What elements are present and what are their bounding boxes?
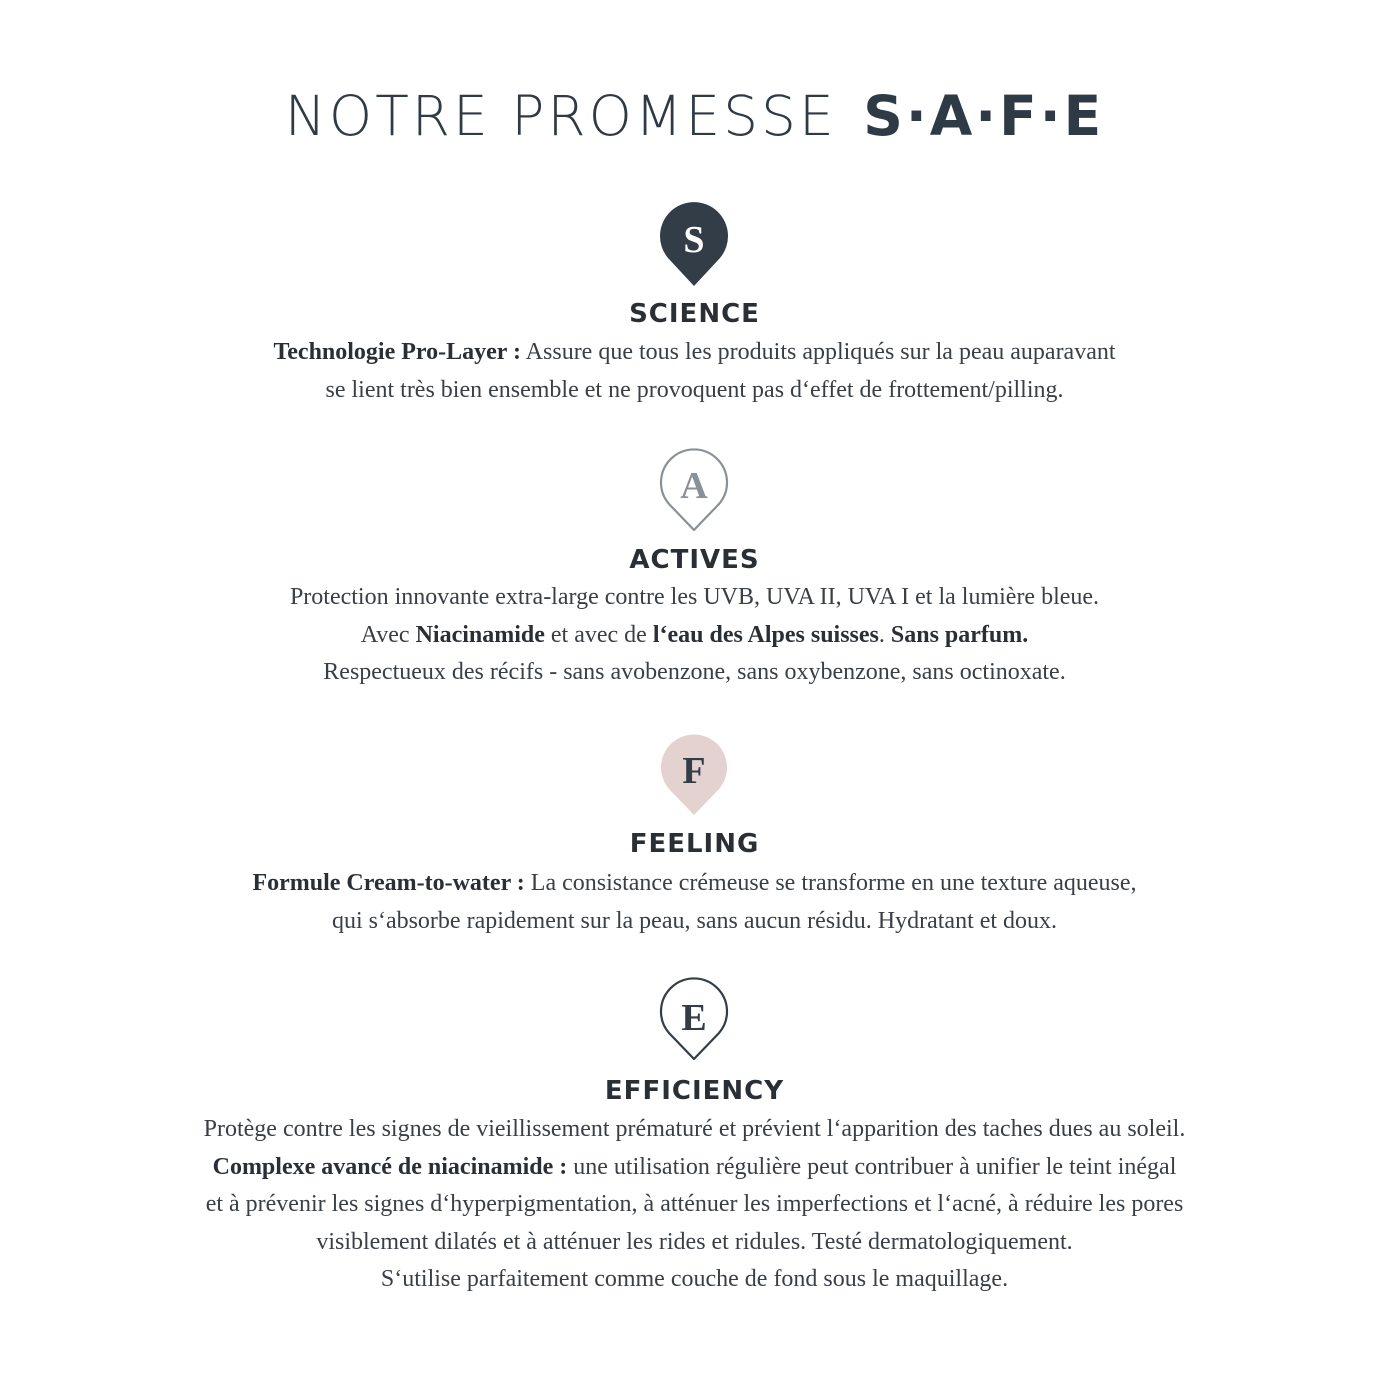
efficiency-line-2-text: une utilisation régulière peut contribuer à unifier le teint inégal [567,1153,1177,1180]
feeling-line-2: qui s‘absorbe rapidement sur la peau, sans aucun résidu. Hydratant et doux. [331,907,1058,934]
actives-fragrance-free: Sans parfum. [890,621,1029,648]
feeling-description [0,865,1389,940]
efficiency-pin-letter: E [681,997,707,1039]
science-description [0,334,1389,409]
actives-line-2-e: . [878,621,891,648]
efficiency-line-1: Protège contre les signes de vieillissement prématuré et prévient l‘apparition des taches dues au soleil. [203,1116,1186,1142]
page-title [0,78,1389,154]
efficiency-line-3: et à prévenir les signes d‘hyperpigmentation, à atténuer les imperfections et l‘acné, à réduire les pores [205,1191,1184,1217]
science-line-2: se lient très bien ensemble et ne provoquent pas d‘effet de frottement/pilling. [325,376,1064,403]
feeling-line-1-text: La consistance crémeuse se transforme en une texture aqueuse, [524,870,1137,896]
page-title-safe: S·A·F·E [863,84,1105,148]
efficiency-line-5: S‘utilise parfaitement comme couche de fond sous le maquillage. [380,1266,1009,1292]
efficiency-heading: EFFICIENCY [604,1076,785,1106]
efficiency-line-2 [0,1149,1389,1187]
actives-alpine-water: l‘eau des Alpes suisses [652,621,879,648]
science-line-1-text: Assure que tous les produits appliqués sur la peau auparavant [521,339,1116,365]
efficiency-pin-svg [654,975,734,1065]
map-pin-filled-pink-icon [654,731,734,821]
science-pin-svg [654,200,734,290]
feeling-line-1 [0,865,1389,903]
actives-heading: ACTIVES [629,545,760,575]
science-line-1 [0,334,1389,372]
efficiency-description [0,1111,1389,1299]
efficiency-line-2-bold: Complexe avancé de niacinamide : [212,1153,568,1180]
efficiency-line-4: visiblement dilatés et à atténuer les rides et ridules. Testé dermatologiquement. [316,1228,1073,1255]
page-title-prefix: NOTRE PROMESSE [284,84,837,148]
feeling-pin-svg [654,731,734,821]
actives-pin-svg [654,446,734,536]
science-line-1-bold: Technologie Pro-Layer : [273,339,521,365]
actives-line-1: Protection innovante extra-large contre les UVB, UVA II, UVA I et la lumière bleue. [289,584,1100,610]
science-pin-letter: S [683,219,705,261]
actives-niacinamide: Niacinamide [415,621,545,648]
actives-line-2-c: et avec de [544,621,653,648]
feeling-heading: FEELING [629,829,760,859]
actives-line-2 [0,617,1389,655]
actives-line-2-a: Avec [360,621,416,648]
feeling-pin-letter: F [682,750,706,792]
actives-pin-letter: A [680,465,708,507]
actives-description [0,579,1389,692]
actives-line-3: Respectueux des récifs - sans avobenzone, sans oxybenzone, sans octinoxate. [323,659,1066,685]
map-pin-filled-dark-icon [654,200,734,290]
map-pin-outline-grey-icon [654,446,734,536]
map-pin-outline-dark-icon [654,975,734,1065]
feeling-line-1-bold: Formule Cream-to-water : [252,870,525,896]
science-heading: SCIENCE [629,299,760,329]
